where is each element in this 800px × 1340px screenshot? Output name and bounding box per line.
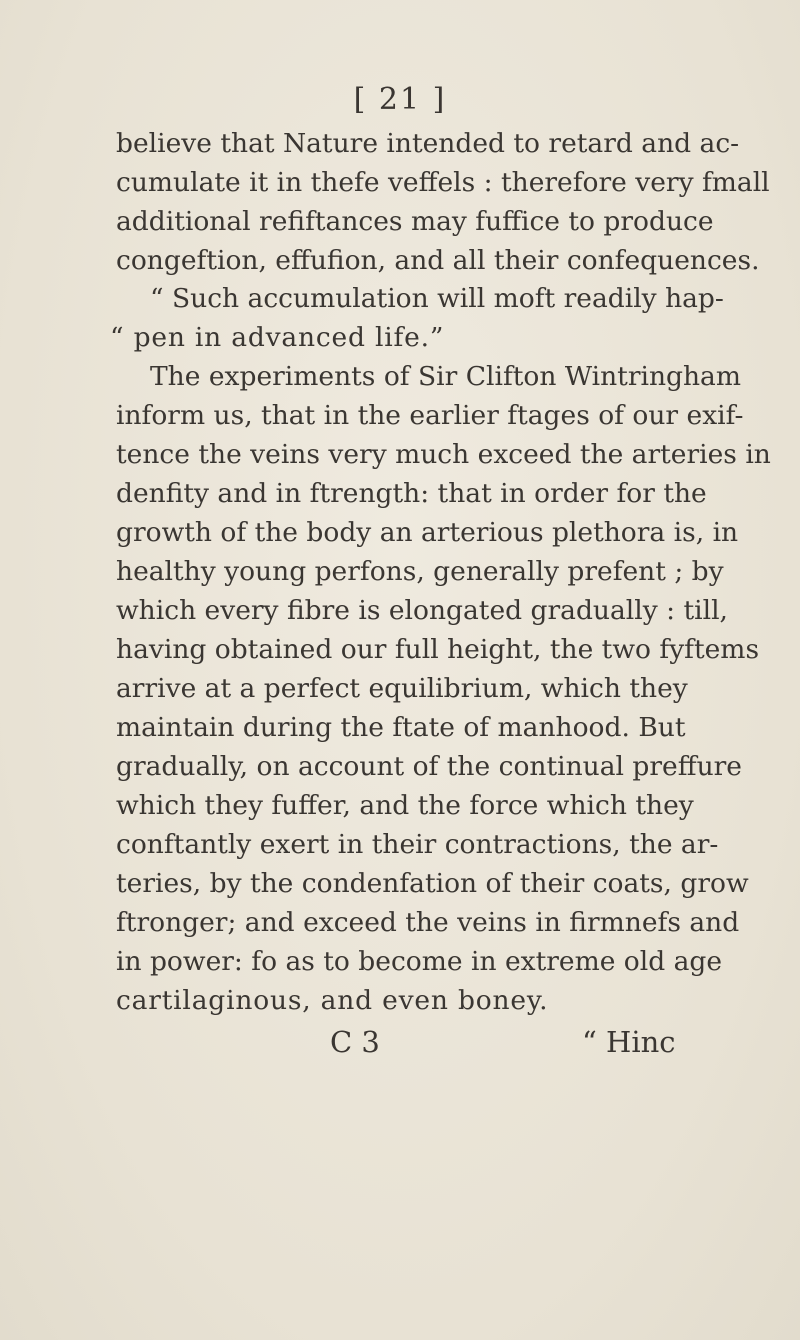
text-line-8: inform us, that in the earlier ftages of our exif- <box>116 400 744 431</box>
text-line-20: teries, by the condenfation of their coats, grow <box>116 868 749 899</box>
text-line-14: having obtained our full height, the two fyftems <box>116 634 760 665</box>
text-line-11: growth of the body an arterious plethora is, in <box>116 517 739 548</box>
text-line-17: gradually, on account of the continual preffure <box>116 751 742 782</box>
page-number: [ 21 ] <box>353 82 447 117</box>
text-line-9: tence the veins very much exceed the arteries in <box>116 439 771 470</box>
text-line-4: congeftion, effufion, and all their confequences. <box>116 245 760 276</box>
text-line-16: maintain during the ftate of manhood. But <box>116 712 686 743</box>
text-line-1: believe that Nature intended to retard and ac- <box>116 128 740 159</box>
text-line-22: in power: fo as to become in extreme old age <box>116 946 723 977</box>
text-line-19: conftantly exert in their contractions, the ar- <box>116 829 719 860</box>
text-line-10: denfity and in ftrength: that in order for the <box>116 478 707 509</box>
text-line-7: The experiments of Sir Clifton Wintringham <box>150 361 741 392</box>
text-line-23: cartilaginous, and even boney. <box>116 985 549 1016</box>
text-line-5: “ Such accumulation will moft readily hap- <box>150 283 724 314</box>
text-line-18: which they fuffer, and the force which they <box>116 790 694 821</box>
text-line-13: which every fibre is elongated gradually : till, <box>116 595 728 626</box>
text-line-12: healthy young perfons, generally prefent ; by <box>116 556 724 587</box>
catchword: “ Hinc <box>582 1025 676 1059</box>
text-line-2: cumulate it in thefe veffels : therefore very fmall <box>116 167 770 198</box>
text-line-21: ftronger; and exceed the veins in firmnefs and <box>116 907 740 938</box>
text-line-6: “ pen in advanced life.” <box>110 322 445 353</box>
text-line-3: additional refiftances may fuffice to produce <box>116 206 714 237</box>
text-line-15: arrive at a perfect equilibrium, which they <box>116 673 688 704</box>
signature-mark: C 3 <box>330 1025 380 1059</box>
